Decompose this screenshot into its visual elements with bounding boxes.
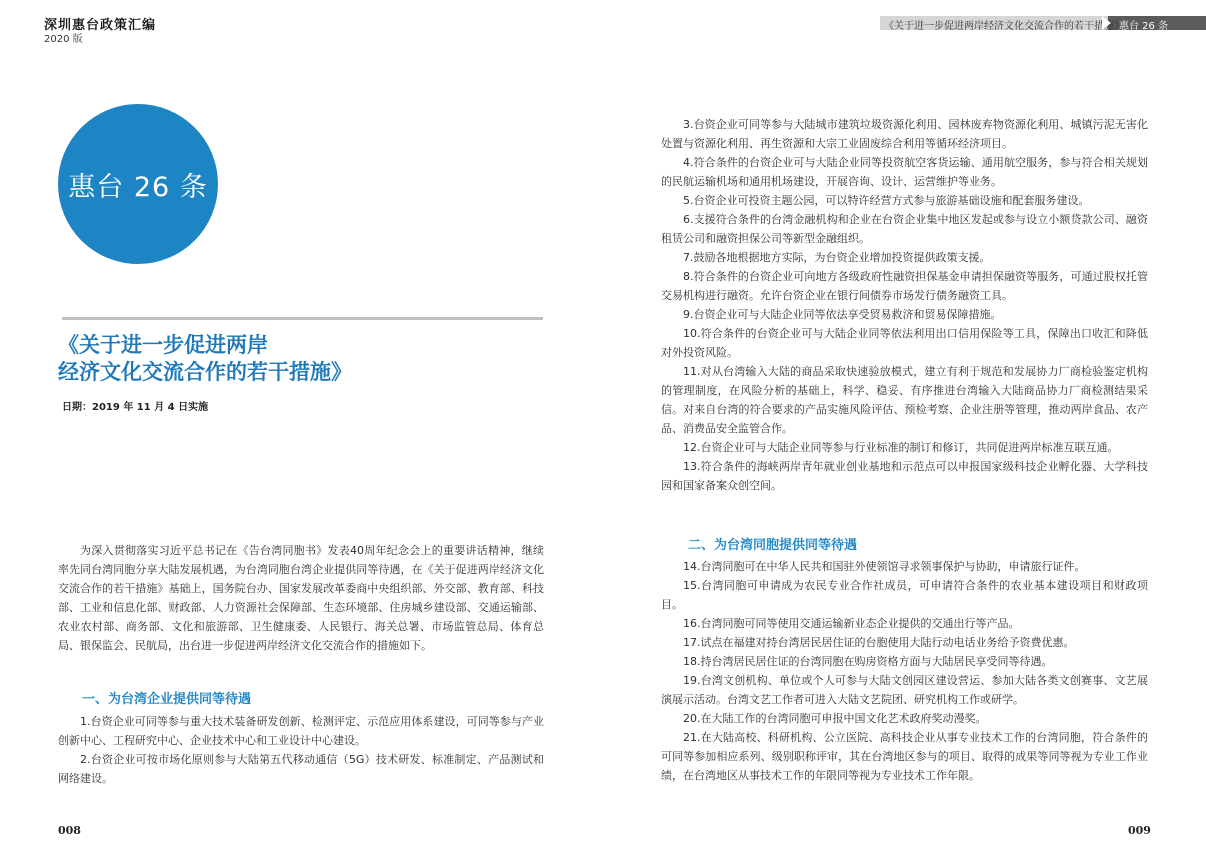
- page-number-right: 009: [1128, 824, 1151, 837]
- page-number-left: 008: [58, 824, 81, 837]
- list-item: 5.台资企业可投资主题公园，可以特许经营方式参与旅游基础设施和配套服务建设。: [683, 194, 1090, 207]
- document-title: [58, 332, 548, 386]
- list-item: 8.符合条件的台资企业可向地方各级政府性融资担保基金申请担保融资等服务，可通过股权托管交易机构进行融资。允许台资企业在银行间债券市场发行债务融资工具。: [661, 270, 1148, 302]
- header-tag: 惠台 26 条: [1119, 21, 1169, 32]
- list-item: 17.试点在福建对持台湾居民居住证的台胞使用大陆行动电话业务给予资费优惠。: [683, 636, 1075, 649]
- effective-date: 日期：2019 年 11 月 4 日实施: [62, 402, 209, 413]
- section-2-items: [661, 557, 1148, 785]
- list-item: 9.台资企业可与大陆企业同等依法享受贸易救济和贸易保障措施。: [683, 308, 1002, 321]
- section-1-heading: 一、为台湾企业提供同等待遇: [82, 692, 252, 707]
- edition-label: 2020 版: [44, 34, 83, 45]
- section-2-heading: 二、为台湾同胞提供同等待遇: [688, 538, 858, 553]
- badge-text: 惠台 26 条: [68, 171, 208, 203]
- title-line-1: 《关于进一步促进两岸: [58, 333, 268, 357]
- list-item: 3.台资企业可同等参与大陆城市建筑垃圾资源化利用、园林废弃物资源化利用、城镇污泥无害化处置与资源化利用、再生资源和大宗工业固废综合利用等循环经济项目。: [661, 118, 1148, 150]
- list-item: 1.台资企业可同等参与重大技术装备研发创新、检测评定、示范应用体系建设，可同等参与产业创新中心、工程研究中心、企业技术中心和工业设计中心建设。: [58, 715, 544, 747]
- list-item: 20.在大陆工作的台湾同胞可申报中国文化艺术政府奖动漫奖。: [683, 712, 987, 725]
- book-title: 深圳惠台政策汇编: [44, 18, 157, 33]
- intro-paragraph: [58, 541, 544, 655]
- list-item: 12.台资企业可与大陆企业同等参与行业标准的制订和修订，共同促进两岸标准互联互通。: [683, 441, 1119, 454]
- list-item: 10.符合条件的台资企业可与大陆企业同等依法利用出口信用保险等工具，保障出口收汇和降低对外投资风险。: [661, 327, 1148, 359]
- section-1-items-left: [58, 712, 544, 788]
- section-1-items-right: [661, 115, 1148, 495]
- list-item: 21.在大陆高校、科研机构、公立医院、高科技企业从事专业技术工作的台湾同胞，符合条件的可同等参加相应系列、级别职称评审，其在台湾地区参与的项目、取得的成果等同等视为专业工作业绩，在台湾地区从事技术工作的年限同等视为专业技术工作年限。: [661, 731, 1148, 782]
- list-item: 7.鼓励各地根据地方实际，为台资企业增加投资提供政策支援。: [683, 251, 991, 264]
- list-item: 2.台资企业可按市场化原则参与大陆第五代移动通信（5G）技术研发、标准制定、产品测试和网络建设。: [58, 753, 544, 785]
- title-line-2: 经济文化交流合作的若干措施》: [58, 360, 352, 384]
- header-doc-reference: 《关于进一步促进两岸经济文化交流合作的若干措施》: [884, 21, 1124, 32]
- header-arrow-icon: [1102, 16, 1111, 30]
- intro-text: 为深入贯彻落实习近平总书记在《告台湾同胞书》发表40周年纪念会上的重要讲话精神，继续率先同台湾同胞分享大陆发展机遇，为台湾同胞台湾企业提供同等待遇，在《关于促进两岸经济文化交流合作的若干措施》基础上，国务院台办、国家发展改革委商中央组织部、外交部、教育部、科技部、工业和信息化部、财政部、人力资源社会保障部、生态环境部、住房城乡建设部、交通运输部、农业农村部、商务部、文化和旅游部、卫生健康委、人民银行、海关总署、市场监管总局、体育总局、银保监会、民航局，出台进一步促进两岸经济文化交流合作的措施如下。: [58, 544, 544, 652]
- list-item: 16.台湾同胞可同等使用交通运输新业态企业提供的交通出行等产品。: [683, 617, 1020, 630]
- list-item: 6.支援符合条件的台湾金融机构和企业在台资企业集中地区发起或参与设立小额贷款公司、融资租赁公司和融资担保公司等新型金融组织。: [661, 213, 1148, 245]
- list-item: 11.对从台湾输入大陆的商品采取快速验放模式，建立有利于规范和发展协力厂商检验鉴定机构的管理制度，在风险分析的基础上，科学、稳妥、有序推进台湾输入大陆商品协力厂商检测结果采信。对来自台湾的符合要求的产品实施风险评估、预检考察、企业注册等管理，推动两岸食品、农产品、消费品安全监管合作。: [661, 365, 1148, 435]
- list-item: 19.台湾文创机构、单位或个人可参与大陆文创园区建设营运、参加大陆各类文创赛事、文艺展演展示活动。台湾文艺工作者可进入大陆文艺院团、研究机构工作或研学。: [661, 674, 1148, 706]
- list-item: 13.符合条件的海峡两岸青年就业创业基地和示范点可以申报国家级科技企业孵化器、大学科技园和国家备案众创空间。: [661, 460, 1148, 492]
- list-item: 14.台湾同胞可在中华人民共和国驻外使领馆寻求领事保护与协助，申请旅行证件。: [683, 560, 1086, 573]
- title-divider: [62, 317, 543, 320]
- list-item: 15.台湾同胞可申请成为农民专业合作社成员，可申请符合条件的农业基本建设项目和财政项目。: [661, 579, 1148, 611]
- list-item: 4.符合条件的台资企业可与大陆企业同等投资航空客货运输、通用航空服务，参与符合相关规划的民航运输机场和通用机场建设，开展咨询、设计、运营维护等业务。: [661, 156, 1148, 188]
- list-item: 18.持台湾居民居住证的台湾同胞在购房资格方面与大陆居民享受同等待遇。: [683, 655, 1053, 668]
- title-badge: [58, 104, 218, 264]
